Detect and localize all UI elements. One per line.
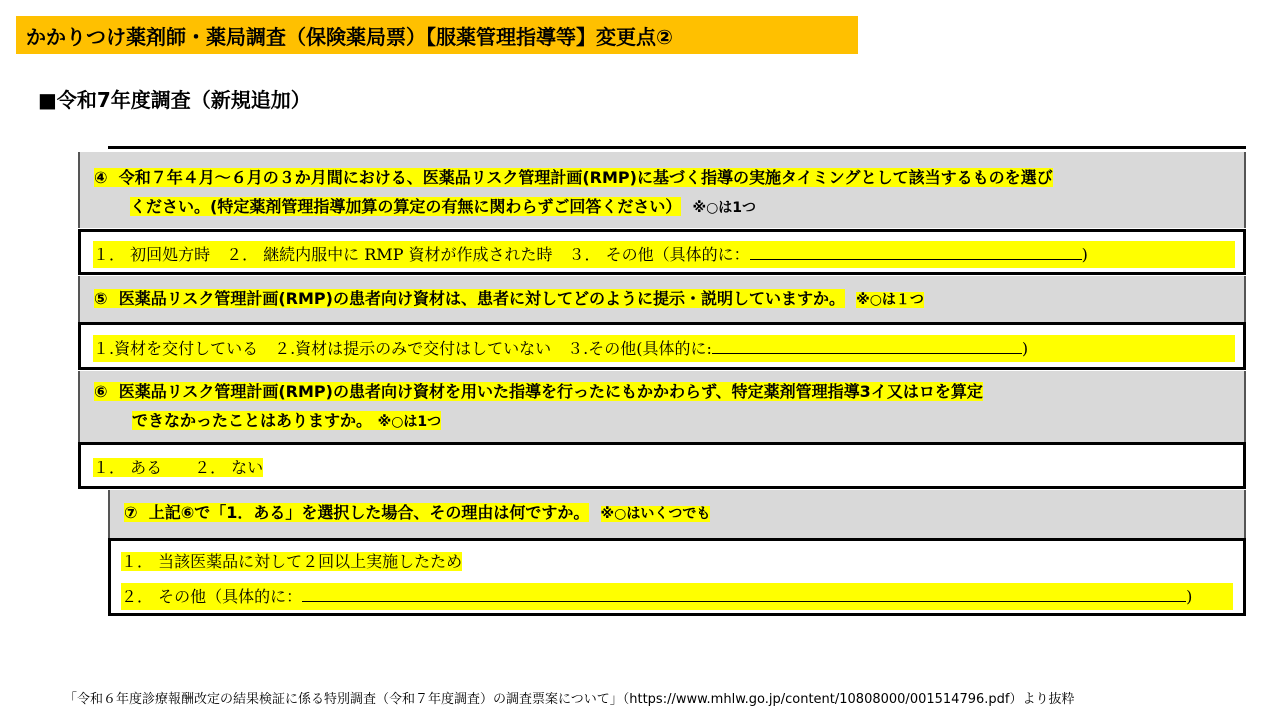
source-citation: 「令和６年度診療報酬改定の結果検証に係る特別調査（令和７年度調査）の調査票案について」（https://www.mhlw.go.jp/content/10808000/001514796.pdf）より抜粋 [64,692,1075,707]
answer-6-box [78,442,1246,489]
question-4-mark: ※○は1つ [692,200,757,216]
question-6 [78,371,1246,442]
question-6-mark: ※○は1つ [377,414,442,430]
answer-7-blank[interactable] [302,583,1186,602]
slide-title-text: かかりつけ薬剤師・薬局調査（保険薬局票）【服薬管理指導等】変更点② [26,24,673,49]
answer-7-option1[interactable]: １． 当該医薬品に対して２回以上実施したため [121,552,463,571]
question-4 [78,152,1246,228]
question-5-mark: ※○は１つ [856,292,924,308]
section-subtitle: ■令和7年度調査（新規追加） [38,88,311,112]
form-top-border [108,146,1246,149]
question-7 [108,490,1246,538]
answer-7-box [108,538,1246,616]
question-7-number: ⑦ [124,503,138,522]
question-6-line1: ⑥ 医薬品リスク管理計画(RMP)の患者向け資材を用いた指導を行ったにもかかわらず、特定薬剤管理指導3イ又はロを算定 [94,382,983,401]
answer-6-options[interactable]: １． ある ２． ない [93,458,264,477]
question-5 [78,276,1246,322]
question-4-line2: ください。(特定薬剤管理指導加算の算定の有無に関わらずご回答ください） ※○は1つ [130,197,757,216]
question-6-line2: できなかったことはありますか。 ※○は1つ [132,411,442,430]
question-5-line1: ⑤ 医薬品リスク管理計画(RMP)の患者向け資材は、患者に対してどのように提示・説明していますか。 ※○は１つ [94,289,924,308]
answer-4-options[interactable]: １． 初回処方時 ２． 継続内服中に RMP 資材が作成された時 ３． その他（具体的に： ) [93,241,1235,268]
answer-5-blank[interactable] [712,335,1022,354]
answer-4-blank[interactable] [750,241,1082,260]
question-7-line1: ⑦ 上記⑥で「1．ある」を選択した場合、その理由は何ですか。 ※○はいくつでも [124,503,711,522]
question-7-mark: ※○はいくつでも [600,506,711,522]
answer-4-box [78,229,1246,275]
answer-5-box [78,322,1246,370]
question-4-line1: ④ 令和７年４月～６月の３か月間における、医薬品リスク管理計画(RMP)に基づく指導の実施タイミングとして該当するものを選び [94,168,1053,187]
question-4-number: ④ [94,168,108,187]
slide-title [16,16,858,54]
answer-7-option2[interactable]: ２． その他（具体的に： ) [121,583,1233,610]
question-6-number: ⑥ [94,382,108,401]
answer-5-options[interactable]: １.資材を交付している ２.資材は提示のみで交付はしていない ３.その他(具体的に: ) [93,335,1235,362]
question-5-number: ⑤ [94,289,108,308]
